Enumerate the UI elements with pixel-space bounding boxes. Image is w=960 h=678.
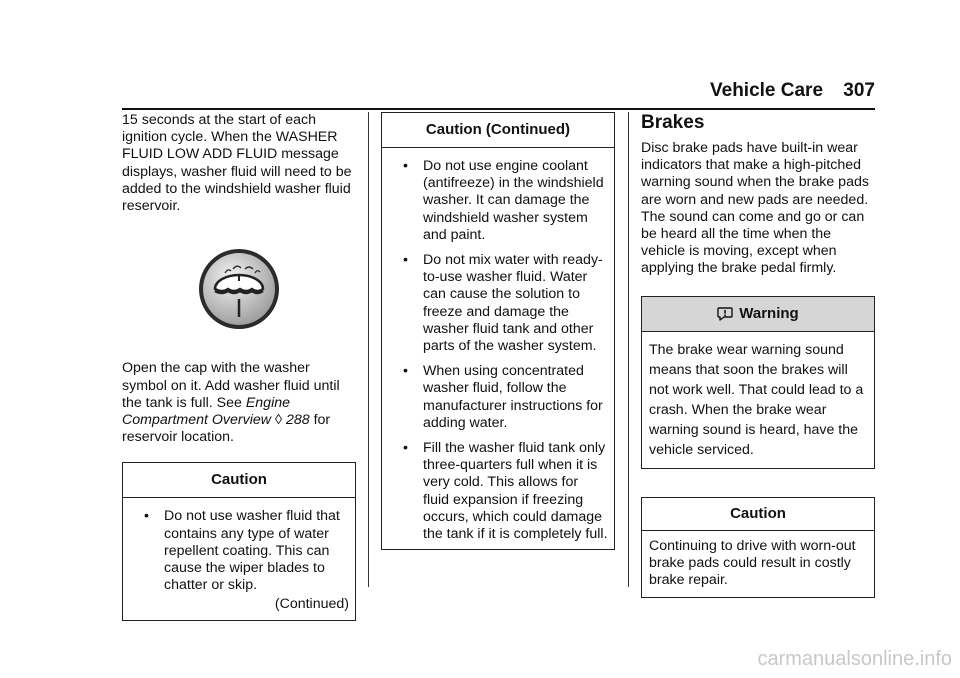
header-rule: [122, 108, 875, 110]
caution-continued-box: [381, 112, 615, 550]
brakes-intro-paragraph: Disc brake pads have built-in wear indicators that make a high-pitched warning sound when the brake pads are worn and new pads are needed. The sound can come and go or can be heard all the time when the vehicle is moving, except when applying the brake pedal firmly.: [641, 140, 869, 277]
list-item: • Do not use engine coolant (antifreeze) in the windshield washer. It can damage the windshield washer system and paint.: [403, 158, 604, 243]
warning-title: Warning: [739, 305, 799, 323]
reservoir-paragraph: Open the cap with the washer symbol on it. Add washer fluid until the tank is full. See Engine Compartment Overview ◊ 288 for reservoir location.: [122, 360, 340, 446]
watermark: carmanualsonline.info: [757, 648, 952, 670]
engine-compartment-link[interactable]: Engine Compartment Overview: [122, 394, 291, 429]
warning-body: The brake wear warning sound means that soon the brakes will not work well. That could lead to a crash. When the brake wear warning sound is heard, have the vehicle serviced.: [649, 341, 864, 458]
column-divider-1: [368, 112, 369, 587]
page-ref-288[interactable]: 288: [285, 412, 310, 429]
column-1: [122, 112, 356, 621]
column-3: [641, 112, 875, 598]
washer-intro-paragraph: 15 seconds at the start of each ignition cycle. When the WASHER FLUID LOW ADD FLUID message displays, washer fluid will need to be added to the windshield washer fluid reservoir.: [122, 112, 352, 215]
list-item: • Fill the washer fluid tank only three-quarters full when it is very cold. This allows for fluid expansion if freezing occurs, which could damage the tank if it is completely full.: [403, 440, 608, 543]
list-item: • Do not use washer fluid that contains any type of water repellent coating. This can cause the wiper blades to chatter or skip.: [144, 508, 340, 594]
caution-title: Caution: [123, 463, 355, 498]
caution-box-brakes: [641, 497, 875, 599]
caution-body: Continuing to drive with worn-out brake pads could result in costly brake repair.: [649, 537, 856, 589]
page-header: [710, 80, 875, 106]
continued-label: (Continued): [274, 596, 349, 613]
caution-title: Caution: [642, 498, 874, 531]
list-item: • Do not mix water with ready-to-use washer fluid. Water can cause the solution to freeze and damage the washer fluid tank and other parts of the washer system.: [403, 252, 603, 355]
warning-triangle-icon: [717, 306, 733, 322]
warning-box: [641, 296, 875, 469]
section-title: Vehicle Care: [710, 80, 824, 101]
list-item: • When using concentrated washer fluid, follow the manufacturer instructions for adding water.: [403, 363, 603, 431]
column-2: [381, 112, 615, 550]
page-ref-arrow: ◊: [274, 412, 282, 429]
page-number: 307: [843, 80, 875, 101]
warning-title-bar: [642, 297, 874, 332]
column-divider-2: [628, 112, 629, 587]
caution-list: [131, 508, 349, 594]
caution-continued-title: Caution (Continued): [382, 113, 614, 148]
caution-continued-list: [390, 158, 608, 543]
washer-fluid-symbol-icon: [197, 247, 281, 331]
brakes-heading: Brakes: [641, 112, 705, 133]
caution-box-1: [122, 462, 356, 620]
